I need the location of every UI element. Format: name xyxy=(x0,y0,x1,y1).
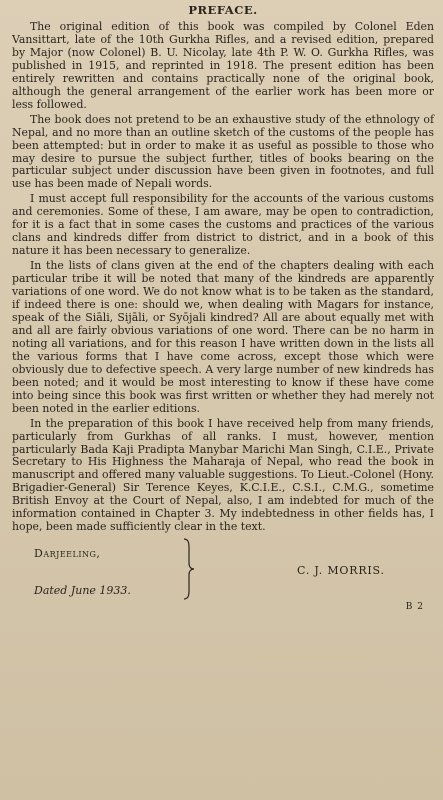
paragraph-5: In the preparation of this book I have received help from many friends, particularly from Gurkhas of all ranks. I must, however, mention particularly Bada Kaji Pradipta Manybar Marichi Man Singh, C.I.E., Private Secretary to His Highness the Maharaja of Nepal, who read the book in manuscript and offered many valuable suggestions. To Lieut.-Colonel (Hony. Brigadier-General) Sir Terence Keyes, K.C.I.E., C.S.I., C.M.G., sometime British Envoy at the Court of Nepal, also, I am indebted for much of the information contained in Chapter 3. My indebtedness in other fields has, I hope, been made sufficiently clear in the text. xyxy=(12,416,434,534)
signoff-date: Dated June 1933. xyxy=(34,584,131,598)
paragraph-1: The original edition of this book was compiled by Colonel Eden Vansittart, late of the 10th Gurkha Rifles, and a revised edition, prepared by Major (now Colonel) B. U. Nicolay, late 4th P. W. O. Gurkha Rifles, was published in 1915, and reprinted in 1918. The present edition has been entirely rewritten and contains practically none of the original book, although the general arrangement of the earlier work has been more or less followed. xyxy=(12,20,434,111)
page-signature-mark: B 2 xyxy=(405,602,424,613)
paragraph-3: I must accept full responsibility for the accounts of the various customs and ceremonies. Some of these, I am aware, may be open to contradiction, for it is a fact that in some cases the customs and practices of the various clans and kindreds differ from district to district, and in a book of this nature it has been necessary to generalize. xyxy=(12,192,434,258)
page-heading: PREFACE. xyxy=(188,3,258,17)
signoff-block xyxy=(12,540,434,612)
paragraph-4: In the lists of clans given at the end of the chapters dealing with each particular tribe it will be noted that many of the kindreds are apparently variations of one word. We do not know what is to be taken as the standard, if indeed there is one: should we, when dealing with Magars for instance, speak of the Siāli, Sijāli, or Syōjali kindred? All are about equally met with and all are fairly obvious variations of one word. There can be no harm in noting all variations, and for this reason I have written down in the lists all the various forms that I have come across, except those which were obviously due to defective speech. A very large number of new kindreds has been noted; and it would be most interesting to know if these have come into being since this book was first written or whether they had merely not been noted in the earlier editions. xyxy=(12,259,434,415)
signoff-author: C. J. MORRIS. xyxy=(297,564,385,578)
paragraph-2: The book does not pretend to be an exhaustive study of the ethnology of Nepal, and no more than an outline sketch of the customs of the people has been attempted: but in order to make it as useful as possible to those who may desire to pursue the subject further, titles of books bearing on the particular subject under discussion have been given in footnotes, and full use has been made of Nepali words. xyxy=(12,112,434,191)
signoff-place: Darjeeling, xyxy=(34,547,101,561)
right-brace-icon xyxy=(182,538,196,600)
